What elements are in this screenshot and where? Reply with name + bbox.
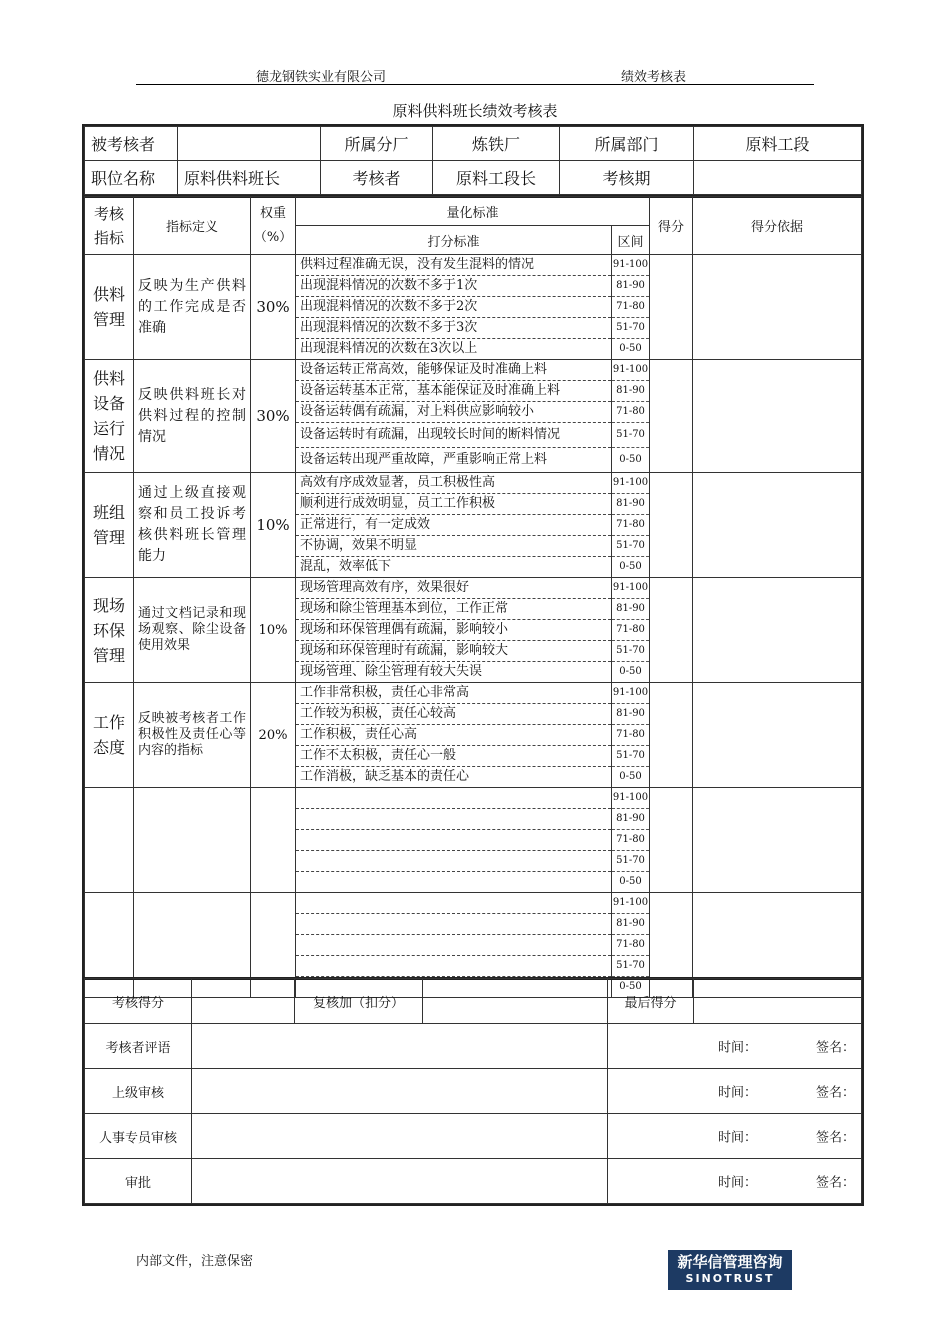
signoff-row [85, 1114, 862, 1159]
kpi-criteria [296, 473, 612, 578]
page-header [136, 64, 814, 85]
label-branch: 所属分厂 [321, 127, 433, 161]
score-field[interactable] [192, 979, 295, 1024]
criterion: 不协调，效果不明显 [296, 536, 611, 557]
kpi-ranges [612, 255, 650, 360]
recheck-field[interactable] [423, 979, 608, 1024]
range: 51-70 [612, 536, 649, 557]
info-table [84, 126, 862, 195]
label-hr-review: 人事专员审核 [85, 1114, 192, 1159]
criterion: 出现混料情况的次数不多于1次 [296, 276, 611, 297]
kpi-row [85, 473, 862, 578]
kpi-category [85, 255, 134, 360]
kpi-criteria [296, 578, 612, 683]
criterion: 设备运转正常高效，能够保证及时准确上料 [296, 360, 611, 381]
position-value: 原料供料班长 [178, 161, 321, 195]
col-category [85, 197, 134, 255]
range: 81-90 [612, 494, 649, 515]
criterion: 出现混料情况的次数不多于3次 [296, 318, 611, 339]
document-type: 绩效考核表 [621, 70, 687, 85]
range: 91-100 [612, 893, 649, 914]
range: 51-70 [612, 851, 649, 872]
kpi-definition-blank[interactable] [134, 788, 251, 893]
time-sign-cell[interactable] [608, 1114, 862, 1159]
sign-label: 签名： [816, 1085, 856, 1101]
col-weight-line2: （%） [253, 229, 293, 245]
kpi-criteria-blank[interactable] [296, 788, 612, 893]
kpi-definition: 通过上级直接观察和员工投诉考核供料班长管理能力 [134, 473, 251, 578]
range: 0-50 [619, 876, 642, 887]
kpi-row [85, 683, 862, 788]
kpi-category-text: 班组 管理 [92, 503, 125, 547]
criterion: 现场和除尘管理基本到位，工作正常 [296, 599, 611, 620]
range: 51-70 [612, 641, 649, 662]
time-label: 时间： [718, 1130, 758, 1146]
range: 81-90 [612, 704, 649, 725]
col-weight-line1: 权重 [259, 205, 286, 221]
comment-field[interactable] [192, 1024, 608, 1069]
signoff-row [85, 1024, 862, 1069]
label-department: 所属部门 [560, 127, 694, 161]
range: 71-80 [612, 935, 649, 956]
criterion: 正常进行，有一定成效 [296, 515, 611, 536]
basis-cell[interactable] [693, 255, 862, 360]
criterion: 混乱，效率低下 [300, 559, 392, 574]
company-name: 德龙钢铁实业有限公司 [256, 70, 387, 85]
range: 51-70 [612, 318, 649, 339]
criterion: 设备运转出现严重故障，严重影响正常上料 [300, 452, 548, 467]
kpi-weight-blank[interactable] [251, 788, 296, 893]
kpi-ranges [612, 788, 650, 893]
time-sign-cell[interactable] [608, 1159, 862, 1204]
range: 91-100 [612, 788, 649, 809]
signoff-row [85, 1159, 862, 1204]
range: 91-100 [612, 683, 649, 704]
info-row [85, 161, 862, 195]
kpi-category-text: 工作 态度 [92, 713, 125, 757]
col-scoring: 打分标准 [296, 226, 612, 255]
label-position: 职位名称 [85, 161, 178, 195]
kpi-weight: 10% [251, 473, 296, 578]
kpi-weight: 20% [251, 683, 296, 788]
criterion: 出现混料情况的次数不多于2次 [296, 297, 611, 318]
range: 71-80 [612, 515, 649, 536]
time-sign-cell[interactable] [608, 1069, 862, 1114]
info-row [85, 127, 862, 161]
criterion: 出现混料情况的次数在3次以上 [300, 341, 478, 356]
criterion-blank[interactable] [296, 809, 611, 830]
kpi-criteria [296, 255, 612, 360]
confidential-note: 内部文件，注意保密 [136, 1254, 254, 1269]
criterion-blank[interactable] [296, 935, 611, 956]
col-definition: 指标定义 [134, 197, 251, 255]
kpi-ranges [612, 360, 650, 473]
col-score: 得分 [650, 197, 693, 255]
kpi-ranges [612, 578, 650, 683]
kpi-ranges [612, 473, 650, 578]
time-sign-cell[interactable] [608, 1024, 862, 1069]
range: 71-80 [612, 402, 649, 423]
range: 51-70 [612, 423, 649, 448]
summary-table [84, 978, 862, 1204]
score-cell[interactable] [650, 578, 693, 683]
logo-en-text: SINOTRUST [685, 1272, 775, 1285]
score-cell[interactable] [650, 788, 693, 893]
kpi-row-blank [85, 788, 862, 893]
approval-field[interactable] [192, 1159, 608, 1204]
kpi-weight: 30% [251, 255, 296, 360]
basis-cell[interactable] [693, 788, 862, 893]
criterion-blank[interactable] [296, 830, 611, 851]
range: 0-50 [619, 981, 642, 992]
label-final-score: 最后得分 [608, 979, 694, 1024]
kpi-weight: 10% [251, 578, 296, 683]
criterion: 高效有序成效显著，员工积极性高 [296, 473, 611, 494]
criterion-blank[interactable] [296, 956, 611, 977]
hr-review-field[interactable] [192, 1114, 608, 1159]
score-cell[interactable] [650, 360, 693, 473]
summary-score-row [85, 979, 862, 1024]
label-superior-review: 上级审核 [85, 1069, 192, 1114]
range: 81-90 [612, 599, 649, 620]
time-label: 时间： [718, 1040, 758, 1056]
criterion: 现场管理高效有序，效果很好 [296, 578, 611, 599]
criterion-blank[interactable] [296, 893, 611, 914]
basis-cell[interactable] [693, 473, 862, 578]
kpi-row [85, 578, 862, 683]
range: 71-80 [612, 725, 649, 746]
col-weight [251, 197, 296, 255]
label-appraiser: 考核者 [321, 161, 433, 195]
label-appraiser-comment: 考核者评语 [85, 1024, 192, 1069]
label-approval: 审批 [85, 1159, 192, 1204]
criterion: 现场和环保管理时有疏漏，影响较大 [296, 641, 611, 662]
range: 81-90 [612, 914, 649, 935]
basis-cell[interactable] [693, 683, 862, 788]
sinotrust-logo [668, 1250, 792, 1290]
kpi-definition: 反映为生产供料的工作完成是否准确 [134, 255, 251, 360]
criterion: 工作消极，缺乏基本的责任心 [300, 769, 470, 784]
review-field[interactable] [192, 1069, 608, 1114]
time-label: 时间： [718, 1175, 758, 1191]
score-cell[interactable] [650, 255, 693, 360]
criterion-blank[interactable] [296, 851, 611, 872]
criterion: 设备运转时有疏漏，出现较长时间的断料情况 [296, 423, 611, 448]
label-appraisee: 被考核者 [85, 127, 178, 161]
kpi-category-text: 供料 设备 运行 情况 [92, 369, 125, 463]
kpi-weight: 30% [251, 360, 296, 473]
kpi-row [85, 360, 862, 473]
time-label: 时间： [718, 1085, 758, 1101]
kpi-definition: 通过文档记录和现场观察、除尘设备使用效果 [134, 578, 251, 683]
criterion: 工作积极，责任心高 [296, 725, 611, 746]
signoff-row [85, 1069, 862, 1114]
sign-label: 签名： [816, 1175, 856, 1191]
range: 81-90 [612, 276, 649, 297]
range: 0-50 [619, 561, 642, 572]
range: 81-90 [612, 809, 649, 830]
period-field[interactable] [694, 161, 862, 195]
sign-label: 签名： [816, 1040, 856, 1056]
criterion-blank[interactable] [296, 914, 611, 935]
col-category-line1: 考核 [93, 204, 124, 223]
branch-value: 炼铁厂 [433, 127, 560, 161]
header-row [85, 197, 862, 226]
range: 91-100 [612, 360, 649, 381]
range: 91-100 [612, 578, 649, 599]
kpi-category-blank[interactable] [85, 788, 134, 893]
range: 71-80 [612, 830, 649, 851]
criterion: 工作非常积极，责任心非常高 [296, 683, 611, 704]
logo-cn-text: 新华信管理咨询 [677, 1253, 783, 1271]
criterion-blank[interactable] [296, 788, 611, 809]
basis-cell[interactable] [693, 578, 862, 683]
kpi-row [85, 255, 862, 360]
kpi-criteria [296, 360, 612, 473]
kpi-category [85, 360, 134, 473]
score-cell[interactable] [650, 683, 693, 788]
range: 0-50 [619, 454, 642, 465]
kpi-category [85, 473, 134, 578]
form-title: 原料供料班长绩效考核表 [392, 102, 558, 120]
range: 0-50 [619, 666, 642, 677]
kpi-ranges [612, 683, 650, 788]
criterion: 工作较为积极，责任心较高 [296, 704, 611, 725]
appraiser-value: 原料工段长 [433, 161, 560, 195]
sign-label: 签名： [816, 1130, 856, 1146]
criterion: 顺利进行成效明显，员工工作积极 [296, 494, 611, 515]
range: 0-50 [619, 771, 642, 782]
kpi-category-text: 供料 管理 [92, 285, 125, 329]
appraisee-field[interactable] [178, 127, 321, 161]
range: 0-50 [619, 343, 642, 354]
criterion: 设备运转偶有疏漏，对上料供应影响较小 [296, 402, 611, 423]
kpi-table [84, 196, 862, 998]
col-range: 区间 [612, 226, 650, 255]
kpi-category [85, 578, 134, 683]
label-recheck: 复核加（扣分） [295, 979, 423, 1024]
range: 81-90 [612, 381, 649, 402]
basis-cell[interactable] [693, 360, 862, 473]
kpi-definition: 反映供料班长对供料过程的控制情况 [134, 360, 251, 473]
criterion-blank[interactable] [296, 872, 611, 892]
criterion: 工作不太积极，责任心一般 [296, 746, 611, 767]
col-quant: 量化标准 [296, 197, 650, 226]
range: 51-70 [612, 956, 649, 977]
label-score: 考核得分 [85, 979, 192, 1024]
kpi-definition: 反映被考核者工作积极性及责任心等内容的指标 [134, 683, 251, 788]
criterion: 现场管理、除尘管理有较大失误 [300, 664, 483, 679]
range: 51-70 [612, 746, 649, 767]
label-period: 考核期 [560, 161, 694, 195]
department-value: 原料工段 [694, 127, 862, 161]
kpi-category [85, 683, 134, 788]
criterion: 设备运转基本正常，基本能保证及时准确上料 [296, 381, 611, 402]
final-score-field[interactable] [694, 979, 862, 1024]
criterion: 供料过程准确无误，没有发生混料的情况 [296, 255, 611, 276]
col-category-line2: 指标 [93, 228, 124, 247]
score-cell[interactable] [650, 473, 693, 578]
kpi-criteria [296, 683, 612, 788]
col-basis: 得分依据 [693, 197, 862, 255]
kpi-category-text: 现场 环保 管理 [92, 595, 125, 665]
range: 91-100 [612, 255, 649, 276]
range: 71-80 [612, 297, 649, 318]
range: 91-100 [612, 473, 649, 494]
criterion: 现场和环保管理偶有疏漏，影响较小 [296, 620, 611, 641]
range: 71-80 [612, 620, 649, 641]
